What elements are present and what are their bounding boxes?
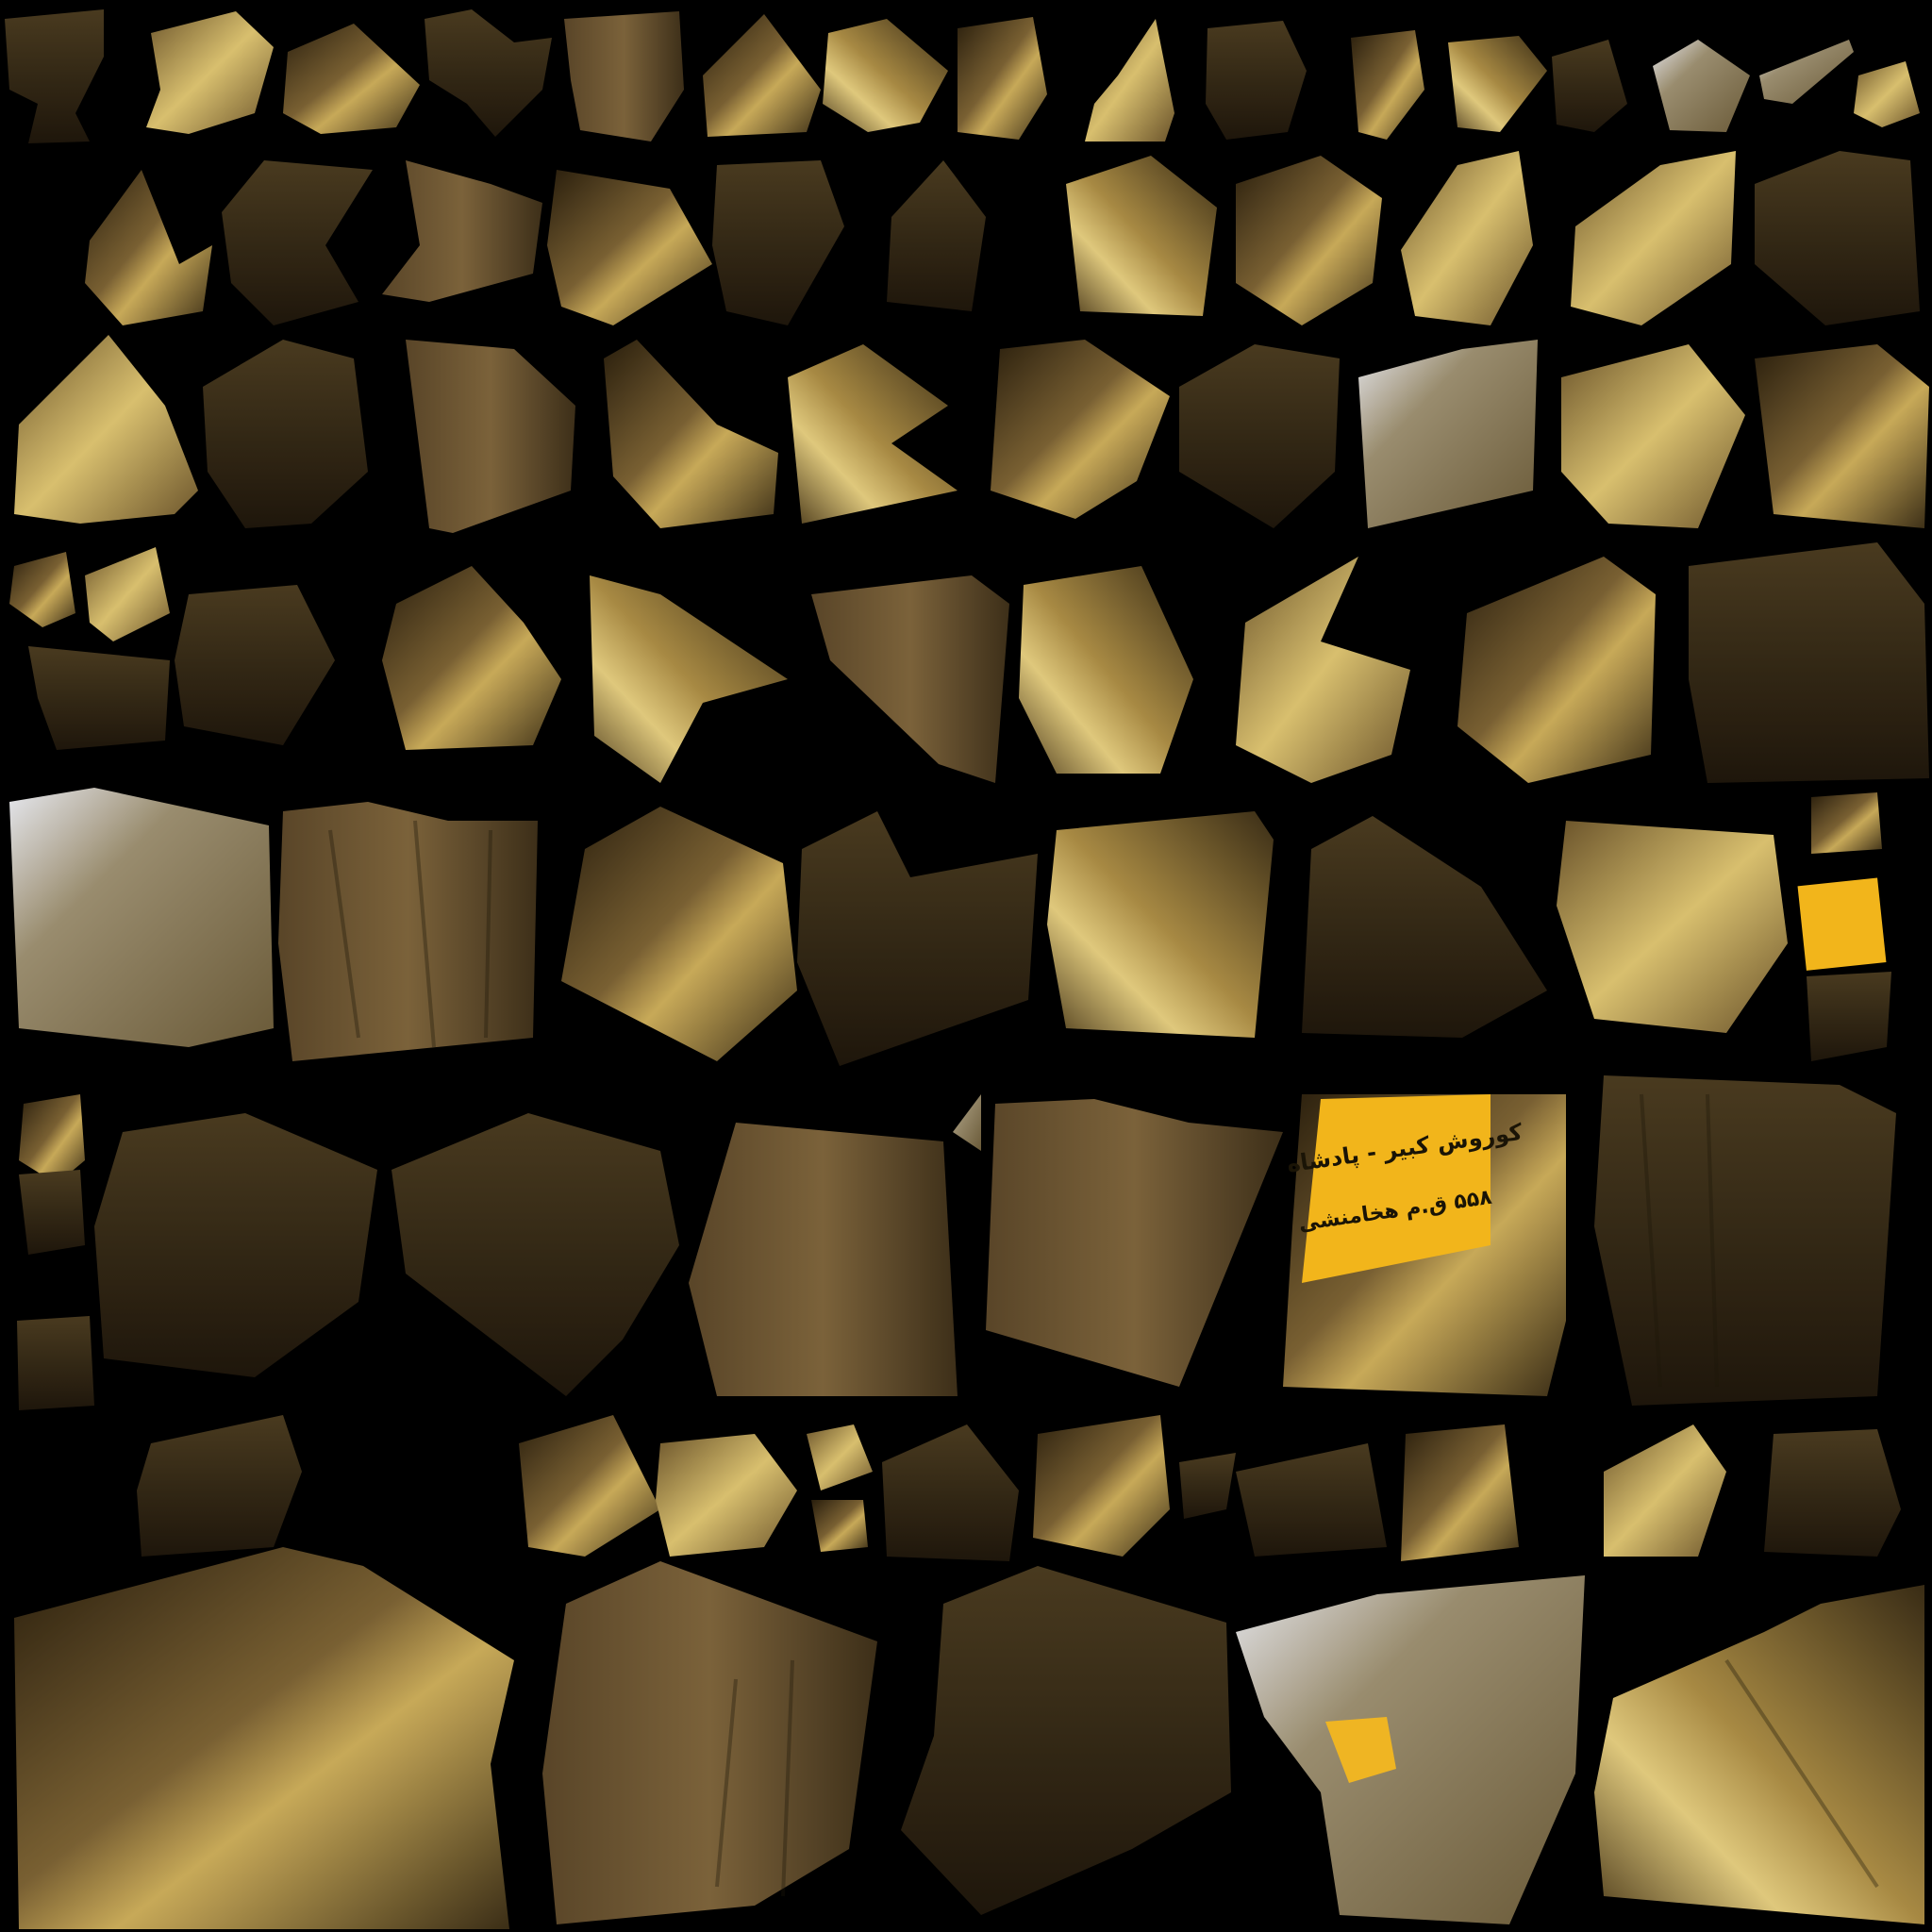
texture-chunk [823,19,948,132]
texture-chunk [278,802,538,1061]
texture-chunk [1236,156,1382,325]
texture-chunk [1561,344,1745,528]
texture-chunk [882,1424,1019,1561]
texture-chunk [1066,156,1217,316]
texture-chunk [788,344,958,524]
texture-chunk [28,646,170,750]
texture-chunk [17,1316,94,1410]
texture-chunk [1604,1424,1726,1557]
texture-chunk [564,11,684,142]
texture-chunk [542,1561,877,1924]
texture-chunk [1457,557,1656,783]
texture-chunk [1401,1424,1519,1561]
texture-chunk [1755,151,1920,325]
texture-chunk [146,11,274,134]
texture-chunk [547,170,712,325]
texture-chunk [1594,1075,1896,1406]
texture-chunk [811,575,1009,783]
texture-chunk [9,788,274,1047]
texture-chunk [9,552,75,627]
texture-chunk [1401,151,1533,325]
texture-chunk [14,1547,514,1929]
texture-chunk [958,17,1047,140]
texture-chunk [1764,1429,1901,1557]
texture-chunk [604,340,778,528]
texture-chunk [1557,821,1788,1033]
texture-chunk [391,1113,679,1396]
texture-chunk [1552,40,1627,132]
texture-chunk [1236,557,1410,783]
texture-chunk [203,340,368,528]
texture-chunk [406,340,575,533]
texture-chunk [1019,566,1193,774]
texture-chunk [519,1415,660,1557]
texture-chunk [1206,21,1307,140]
texture-chunk [1689,542,1929,783]
texture-chunk [5,9,104,143]
texture-chunk [1594,1585,1924,1924]
texture-chunk [19,1170,85,1255]
texture-chunk [656,1434,797,1557]
texture-chunk [901,1566,1231,1915]
texture-chunk [137,1415,302,1557]
texture-chunk [85,547,170,641]
texture-chunk [425,9,552,137]
texture-chunk [811,1500,868,1552]
texture-chunk [991,340,1170,519]
texture-chunk [1302,816,1547,1038]
texture-chunk [1033,1415,1170,1557]
texture-chunk [887,160,986,311]
texture-chunk [94,1113,377,1377]
texture-chunk [689,1123,958,1396]
sign-small [1798,878,1887,971]
texture-chunk [1047,811,1274,1038]
texture-chunk [986,1099,1283,1387]
texture-chunk [85,170,212,325]
texture-chunk [1179,1453,1236,1519]
texture-chunk [1179,344,1340,528]
texture-chunk [1236,1575,1585,1924]
texture-chunk [1085,19,1174,142]
texture-chunk [382,160,542,302]
texture-chunk [807,1424,873,1491]
texture-chunk [561,807,797,1061]
texture-chunk [703,14,821,137]
sign-line-2: ۵۵۸ ق.م هخامنشی [1297,1185,1494,1237]
texture-chunk [14,335,198,524]
texture-chunk [1358,340,1538,528]
texture-chunk [590,575,788,783]
texture-chunk [712,160,844,325]
sign-line-1: کوروش کبیر - پادشاه [1285,1118,1524,1178]
texture-chunk [953,1094,981,1151]
texture-chunk [283,24,420,134]
texture-chunk [1653,40,1750,132]
texture-chunk [1811,792,1882,854]
texture-chunk [1448,36,1547,132]
texture-chunk [222,160,373,325]
texture-chunk [797,811,1038,1066]
texture-chunk [1759,40,1854,104]
texture-chunk [1236,1443,1387,1557]
texture-chunk [382,566,561,750]
texture-chunk [1351,30,1424,140]
texture-chunk [1854,61,1920,127]
texture-chunk [1571,151,1736,325]
texture-chunk [175,585,335,745]
texture-chunk [1807,972,1891,1061]
texture-chunk [1755,344,1929,528]
